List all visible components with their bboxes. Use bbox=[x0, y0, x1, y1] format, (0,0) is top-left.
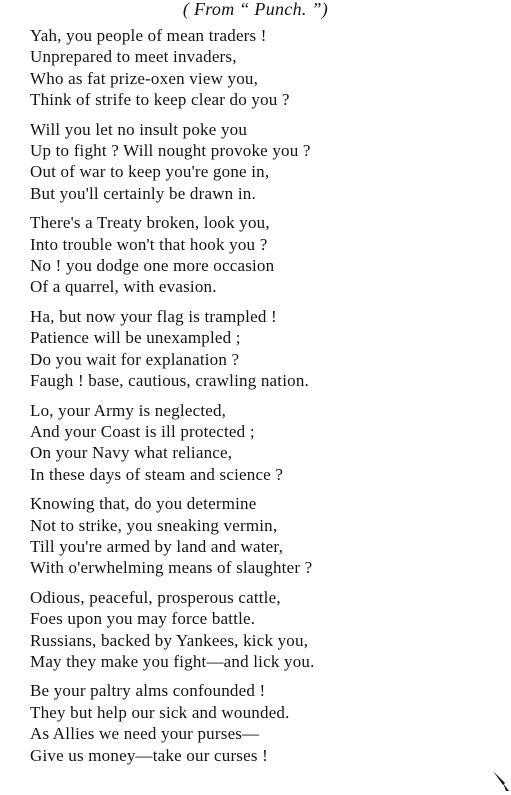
poem-line: Do you wait for explanation ? bbox=[30, 349, 240, 369]
poem-line: Russians, backed by Yankees, kick you, bbox=[30, 630, 309, 650]
stanza-4 bbox=[30, 306, 500, 392]
stanza-7 bbox=[30, 587, 500, 673]
poem-line: Out of war to keep you're gone in, bbox=[30, 162, 270, 182]
poem-line: Lo, your Army is neglected, bbox=[30, 400, 227, 420]
poem-line: Unprepared to meet invaders, bbox=[30, 47, 237, 67]
poem-line: Into trouble won't that hook you ? bbox=[30, 234, 268, 254]
poem-line: Till you're armed by land and water, bbox=[30, 536, 284, 556]
poem-line: Up to fight ? Will nought provoke you ? bbox=[30, 141, 311, 161]
poem-line: Think of strife to keep clear do you ? bbox=[30, 90, 290, 110]
poem-line: Of a quarrel, with evasion. bbox=[30, 277, 217, 297]
poem-line: May they make you fight—and lick you. bbox=[30, 651, 315, 671]
stanza-5 bbox=[30, 400, 500, 486]
poem-line: On your Navy what reliance, bbox=[30, 443, 233, 463]
stanza-8 bbox=[30, 680, 500, 766]
poem-line: There's a Treaty broken, look you, bbox=[30, 213, 270, 233]
poem-line: Will you let no insult poke you bbox=[30, 119, 248, 139]
poem bbox=[30, 25, 500, 774]
poem-line: No ! you dodge one more occasion bbox=[30, 256, 275, 276]
poem-line: Be your paltry alms confounded ! bbox=[30, 681, 266, 701]
stanza-1 bbox=[30, 25, 500, 111]
poem-line: Knowing that, do you determine bbox=[30, 494, 257, 514]
poem-line: Odious, peaceful, prosperous cattle, bbox=[30, 587, 281, 607]
poem-line: Who as fat prize-oxen view you, bbox=[30, 68, 259, 88]
poem-line: They but help our sick and wounded. bbox=[30, 702, 290, 722]
stanza-2 bbox=[30, 119, 500, 205]
poem-line: With o'erwhelming means of slaughter ? bbox=[30, 558, 313, 578]
poem-line: Yah, you people of mean traders ! bbox=[30, 26, 267, 45]
stanza-6 bbox=[30, 493, 500, 579]
poem-line: And your Coast is ill protected ; bbox=[30, 421, 255, 441]
poem-line: Not to strike, you sneaking vermin, bbox=[30, 515, 278, 535]
ink-mark-icon bbox=[491, 767, 511, 793]
poem-line: In these days of steam and science ? bbox=[30, 464, 284, 484]
source-attribution: ( From “ Punch. ”) bbox=[182, 0, 329, 19]
poem-line: As Allies we need your purses— bbox=[30, 724, 260, 744]
poem-line: Patience will be unexampled ; bbox=[30, 328, 241, 348]
poem-line: Ha, but now your flag is trampled ! bbox=[30, 306, 277, 326]
poem-line: But you'll certainly be drawn in. bbox=[30, 183, 256, 203]
stanza-3 bbox=[30, 212, 500, 298]
poem-line: Foes upon you may force battle. bbox=[30, 609, 256, 629]
poem-line: Give us money—take our curses ! bbox=[30, 745, 268, 765]
poem-line: Faugh ! base, cautious, crawling nation. bbox=[30, 371, 309, 391]
